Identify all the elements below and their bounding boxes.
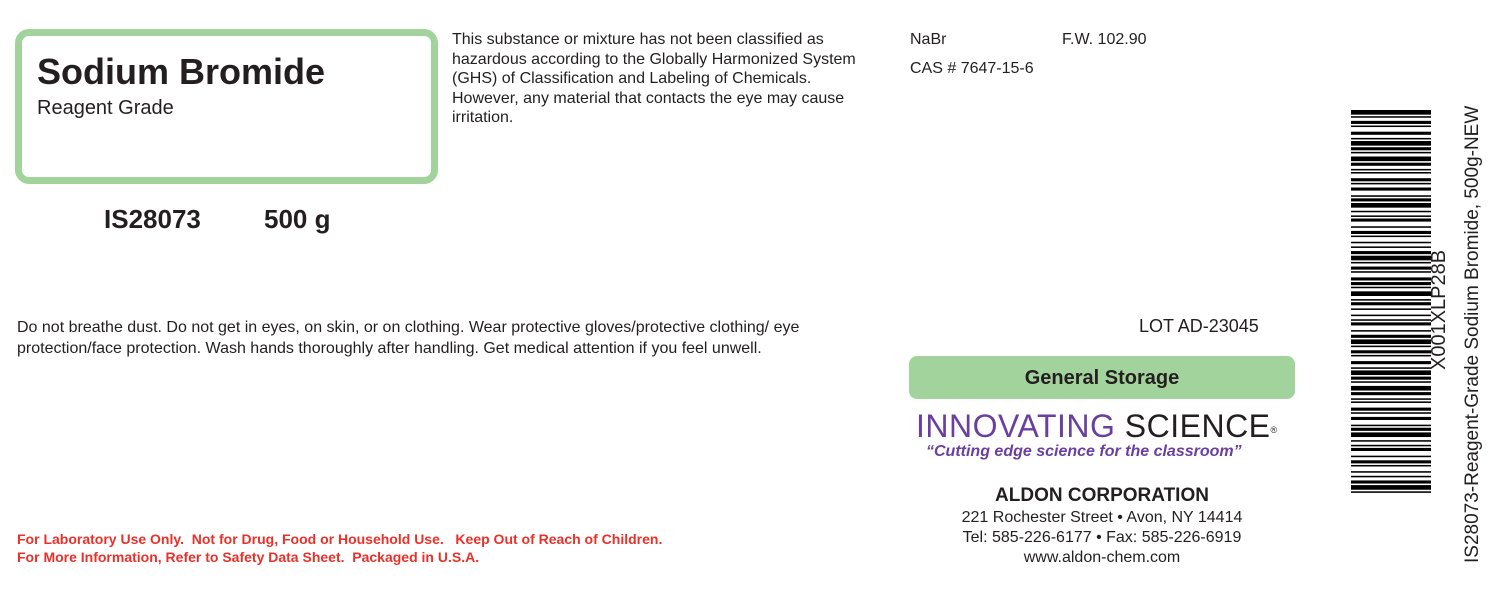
warning-line-1: For Laboratory Use Only. Not for Drug, Food or Household Use. Keep Out of Reach of Children. <box>17 531 663 547</box>
registered-mark: ® <box>1270 425 1278 435</box>
product-grade: Reagent Grade <box>37 97 174 119</box>
warning-line-2: For More Information, Refer to Safety Data Sheet. Packaged in U.S.A. <box>17 549 480 565</box>
company-phone: Tel: 585-226-6177 • Fax: 585-226-6919 <box>962 529 1242 546</box>
company-website: www.aldon-chem.com <box>1023 549 1181 566</box>
company-address: 221 Rochester Street • Avon, NY 14414 <box>961 509 1243 526</box>
storage-band <box>909 356 1295 399</box>
product-name: Sodium Bromide <box>37 51 326 92</box>
brand-tagline: “Cutting edge science for the classroom” <box>926 443 1242 460</box>
barcode-graphic <box>1351 110 1431 495</box>
barcode-code: X001XLP28B <box>1428 249 1450 370</box>
chemical-formula: NaBr <box>910 31 947 48</box>
storage-label: General Storage <box>1024 366 1180 389</box>
precautionary-statement: Do not breathe dust. Do not get in eyes, on skin, or on clothing. Wear protective gloves/protective clothing/ eye protection/face protection. Wash hands thoroughly after handling. Get medical attention if you feel unwell. <box>17 319 800 357</box>
barcode-image <box>1351 110 1431 495</box>
barcode-side-label: IS28073-Reagent-Grade Sodium Bromide, 500g-NEW <box>1462 105 1483 563</box>
brand-part1: INNOVATING <box>916 408 1116 444</box>
package-size: 500 g <box>264 204 331 234</box>
formula-weight: F.W. 102.90 <box>1062 31 1147 48</box>
brand-part2: SCIENCE <box>1124 408 1271 444</box>
catalog-number: IS28073 <box>104 204 201 234</box>
cas-number: CAS # 7647-15-6 <box>910 60 1034 77</box>
lot-number: LOT AD-23045 <box>1139 316 1259 336</box>
company-name: ALDON CORPORATION <box>995 485 1209 506</box>
ghs-statement: This substance or mixture has not been classified as hazardous according to the Globally Harmonized System (GHS) of Classification and Labeling of Chemicals. However, any material that contacts the eye may cause irritation. <box>452 31 856 126</box>
brand-logo <box>916 407 1278 445</box>
